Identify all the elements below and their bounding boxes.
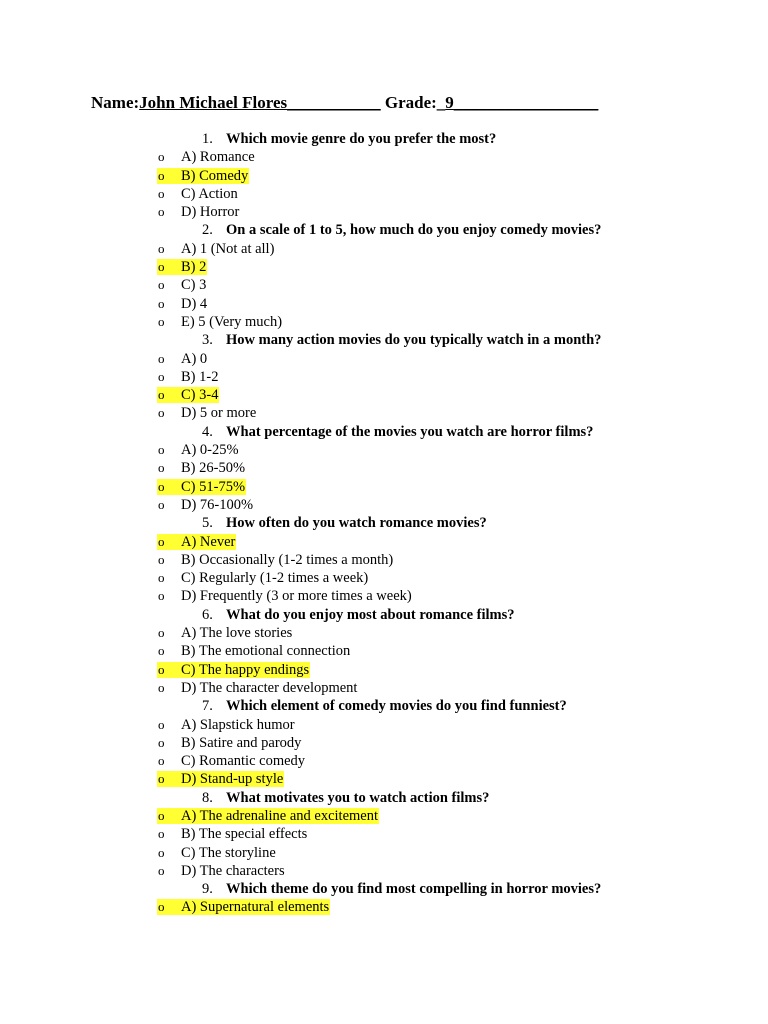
answer-option[interactable] <box>0 240 768 258</box>
answer-option[interactable] <box>0 313 768 331</box>
bullet-icon: o <box>158 167 165 183</box>
survey-list <box>0 130 768 917</box>
answer-option-label: C) 3-4 <box>181 387 219 404</box>
answer-option-selected[interactable] <box>0 167 768 185</box>
answer-option-label: C) Romantic comedy <box>181 753 306 770</box>
bullet-icon: o <box>158 844 165 860</box>
answer-option[interactable] <box>0 642 768 660</box>
bullet-icon: o <box>158 387 165 403</box>
bullet-icon: o <box>158 625 165 641</box>
answer-option-label: D) Stand-up style <box>181 771 284 788</box>
question-1 <box>0 130 768 148</box>
answer-option-selected[interactable] <box>0 661 768 679</box>
question-9 <box>0 880 768 898</box>
bullet-icon: o <box>158 771 165 787</box>
answer-option-label: C) 3 <box>181 277 207 294</box>
answer-option-selected[interactable] <box>0 533 768 551</box>
bullet-icon: o <box>158 405 165 421</box>
question-text: What do you enjoy most about romance films? <box>226 606 515 623</box>
question-number: 2. <box>202 222 213 239</box>
answer-option[interactable] <box>0 825 768 843</box>
answer-option-label: D) 76-100% <box>181 496 254 513</box>
bullet-icon: o <box>158 533 165 549</box>
answer-option-label: A) Supernatural elements <box>181 899 330 916</box>
answer-option[interactable] <box>0 350 768 368</box>
bullet-icon: o <box>158 295 165 311</box>
answer-option[interactable] <box>0 734 768 752</box>
bullet-icon: o <box>158 661 165 677</box>
student-name: John Michael Flores <box>139 93 288 112</box>
answer-option-label: A) Slapstick humor <box>181 716 295 733</box>
bullet-icon: o <box>158 679 165 695</box>
answer-option[interactable] <box>0 368 768 386</box>
answer-option[interactable] <box>0 441 768 459</box>
question-6 <box>0 606 768 624</box>
bullet-icon: o <box>158 478 165 494</box>
grade-label: Grade:_ <box>380 93 446 112</box>
answer-option[interactable] <box>0 185 768 203</box>
bullet-icon: o <box>158 204 165 220</box>
answer-option-label: D) The character development <box>181 679 358 696</box>
answer-option[interactable] <box>0 295 768 313</box>
bullet-icon: o <box>158 259 165 275</box>
bullet-icon: o <box>158 368 165 384</box>
answer-option-label: C) Action <box>181 185 238 202</box>
answer-option[interactable] <box>0 551 768 569</box>
answer-option-label: D) Horror <box>181 204 240 221</box>
question-text: How many action movies do you typically watch in a month? <box>226 332 602 349</box>
question-text: How often do you watch romance movies? <box>226 515 487 532</box>
answer-option-label: C) The happy endings <box>181 661 310 678</box>
bullet-icon: o <box>158 643 165 659</box>
answer-option-label: B) Satire and parody <box>181 734 302 751</box>
answer-option-label: D) The characters <box>181 862 285 879</box>
bullet-icon: o <box>158 588 165 604</box>
answer-option-label: C) The storyline <box>181 844 276 861</box>
bullet-icon: o <box>158 240 165 256</box>
answer-option-label: B) Comedy <box>181 167 249 184</box>
bullet-icon: o <box>158 570 165 586</box>
grade-underline: _________________ <box>453 93 599 112</box>
answer-option[interactable] <box>0 624 768 642</box>
bullet-icon: o <box>158 899 165 915</box>
question-number: 5. <box>202 515 213 532</box>
answer-option[interactable] <box>0 716 768 734</box>
answer-option-label: D) 4 <box>181 295 208 312</box>
answer-option[interactable] <box>0 587 768 605</box>
question-number: 8. <box>202 789 213 806</box>
bullet-icon: o <box>158 753 165 769</box>
question-7 <box>0 697 768 715</box>
bullet-icon: o <box>158 460 165 476</box>
answer-option-label: A) 1 (Not at all) <box>181 240 275 257</box>
bullet-icon: o <box>158 185 165 201</box>
answer-option[interactable] <box>0 569 768 587</box>
answer-option-label: A) Romance <box>181 149 255 166</box>
answer-option-label: A) 0 <box>181 350 208 367</box>
question-5 <box>0 514 768 532</box>
question-text: Which theme do you find most compelling in horror movies? <box>226 881 602 898</box>
answer-option-label: A) 0-25% <box>181 442 239 459</box>
answer-option-label: B) 26-50% <box>181 460 246 477</box>
answer-option-label: C) 51-75% <box>181 478 246 495</box>
bullet-icon: o <box>158 350 165 366</box>
question-text: What motivates you to watch action films? <box>226 789 490 806</box>
answer-option-label: B) Occasionally (1-2 times a month) <box>181 551 394 568</box>
question-text: What percentage of the movies you watch are horror films? <box>226 423 594 440</box>
answer-option-selected[interactable] <box>0 258 768 276</box>
answer-option[interactable] <box>0 203 768 221</box>
name-label: Name: <box>91 93 140 112</box>
bullet-icon: o <box>158 716 165 732</box>
answer-option-label: E) 5 (Very much) <box>181 313 283 330</box>
question-number: 1. <box>202 131 213 147</box>
bullet-icon: o <box>158 734 165 750</box>
student-header <box>91 92 598 114</box>
answer-option-label: A) The love stories <box>181 625 293 642</box>
question-2 <box>0 221 768 239</box>
question-8 <box>0 789 768 807</box>
student-grade: 9 <box>445 93 454 112</box>
answer-option-label: B) The special effects <box>181 826 308 843</box>
answer-option-selected[interactable] <box>0 478 768 496</box>
answer-option[interactable] <box>0 276 768 294</box>
answer-option[interactable] <box>0 752 768 770</box>
question-text: Which movie genre do you prefer the most? <box>226 131 497 147</box>
bullet-icon: o <box>158 551 165 567</box>
question-4 <box>0 423 768 441</box>
question-number: 9. <box>202 881 213 898</box>
answer-option-label: B) 2 <box>181 259 207 276</box>
answer-option-selected[interactable] <box>0 807 768 825</box>
answer-option-label: A) Never <box>181 533 236 550</box>
bullet-icon: o <box>158 149 165 165</box>
question-number: 4. <box>202 423 213 440</box>
answer-option-selected[interactable] <box>0 386 768 404</box>
answer-option-selected[interactable] <box>0 770 768 788</box>
question-text: Which element of comedy movies do you find funniest? <box>226 698 567 715</box>
answer-option-selected[interactable] <box>0 898 768 916</box>
answer-option[interactable] <box>0 679 768 697</box>
bullet-icon: o <box>158 442 165 458</box>
answer-option[interactable] <box>0 844 768 862</box>
question-number: 6. <box>202 606 213 623</box>
answer-option-label: A) The adrenaline and excitement <box>181 807 379 824</box>
answer-option-label: D) Frequently (3 or more times a week) <box>181 588 412 605</box>
answer-option[interactable] <box>0 148 768 166</box>
answer-option-label: C) Regularly (1-2 times a week) <box>181 570 369 587</box>
answer-option[interactable] <box>0 496 768 514</box>
question-number: 3. <box>202 332 213 349</box>
bullet-icon: o <box>158 496 165 512</box>
bullet-icon: o <box>158 862 165 878</box>
name-underline: ___________ <box>287 93 381 112</box>
question-3 <box>0 331 768 349</box>
answer-option[interactable] <box>0 459 768 477</box>
answer-option-label: B) 1-2 <box>181 368 219 385</box>
answer-option-label: D) 5 or more <box>181 405 257 422</box>
question-number: 7. <box>202 698 213 715</box>
question-text: On a scale of 1 to 5, how much do you enjoy comedy movies? <box>226 222 602 239</box>
answer-option[interactable] <box>0 404 768 422</box>
bullet-icon: o <box>158 807 165 823</box>
bullet-icon: o <box>158 277 165 293</box>
bullet-icon: o <box>158 313 165 329</box>
bullet-icon: o <box>158 826 165 842</box>
answer-option-label: B) The emotional connection <box>181 643 351 660</box>
answer-option[interactable] <box>0 862 768 880</box>
